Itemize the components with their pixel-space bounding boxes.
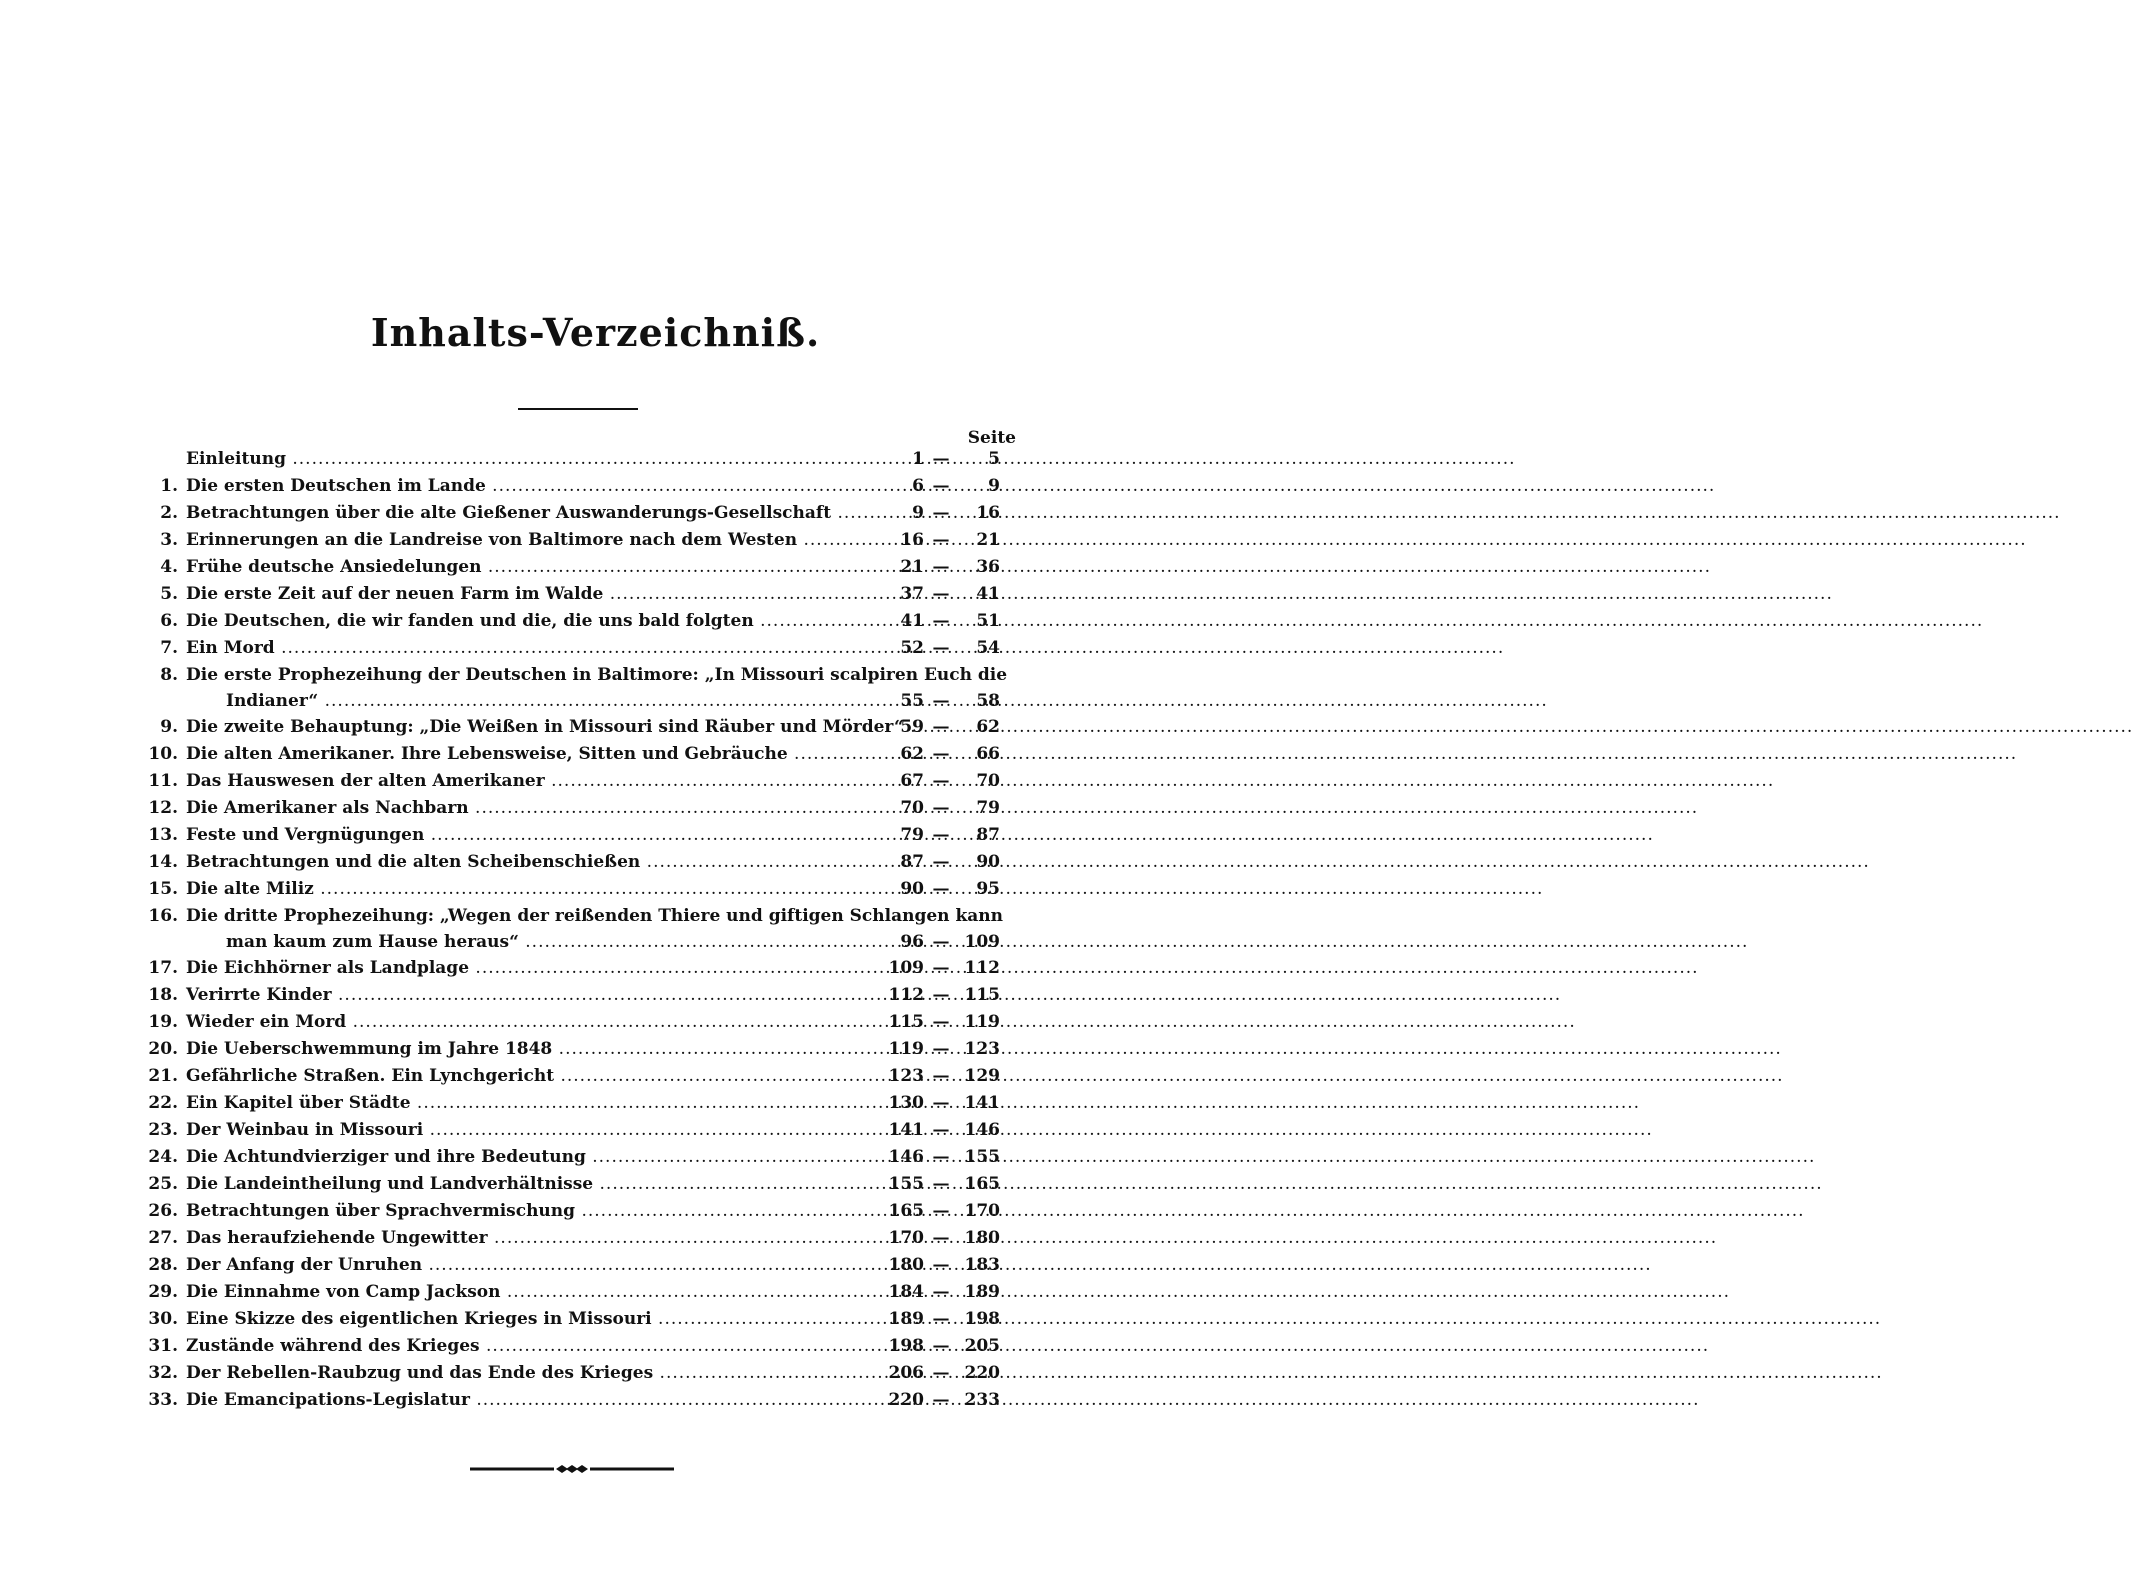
entry-page-range bbox=[880, 1063, 1000, 1090]
page-dash: — bbox=[932, 1255, 950, 1275]
page-from: 16 bbox=[900, 530, 924, 550]
page-dash: — bbox=[932, 1201, 950, 1221]
page-to: 170 bbox=[964, 1201, 1000, 1221]
page-to: 205 bbox=[964, 1336, 1000, 1356]
entry-page-range bbox=[880, 1171, 1000, 1198]
toc-entry bbox=[140, 608, 1020, 635]
page-to: 51 bbox=[976, 611, 1000, 631]
page-dash: — bbox=[932, 958, 950, 978]
page-to: 109 bbox=[964, 932, 1000, 952]
entry-number: 25. bbox=[148, 1174, 178, 1194]
page-from: 123 bbox=[888, 1066, 924, 1086]
page-from: 6 bbox=[912, 476, 924, 496]
page-dash: — bbox=[932, 1390, 950, 1410]
entry-page-range bbox=[880, 876, 1000, 903]
page-dash: — bbox=[932, 1012, 950, 1032]
entry-title: Die Eichhörner als Landplage ..... bbox=[186, 955, 890, 982]
entry-page-range bbox=[880, 500, 1000, 527]
entry-page-range bbox=[880, 982, 1000, 1009]
page-dash: — bbox=[932, 985, 950, 1005]
entry-page-range bbox=[880, 446, 1000, 473]
entry-title: Das heraufziehende Ungewitter ..... bbox=[186, 1225, 890, 1252]
entry-page-range bbox=[880, 795, 1000, 822]
toc-entry bbox=[140, 1387, 1020, 1414]
toc-entry bbox=[140, 1252, 1020, 1279]
page-from: 220 bbox=[888, 1390, 924, 1410]
entry-number: 14. bbox=[148, 852, 178, 872]
entry-title: Betrachtungen über Sprachvermischung ..... bbox=[186, 1198, 890, 1225]
entry-title: Die Deutschen, die wir fanden und die, die uns bald folgten ..... bbox=[186, 608, 890, 635]
toc-entry bbox=[140, 554, 1020, 581]
page-to: 155 bbox=[964, 1147, 1000, 1167]
page-dash: — bbox=[932, 825, 950, 845]
entry-page-range bbox=[880, 581, 1000, 608]
entry-title: Die erste Zeit auf der neuen Farm im Walde ..... bbox=[186, 581, 890, 608]
page-to: 95 bbox=[976, 879, 1000, 899]
entry-page-range bbox=[880, 689, 1000, 714]
page-dash: — bbox=[932, 1093, 950, 1113]
page-title: Inhalts-Verzeichniß. bbox=[370, 310, 821, 355]
page-to: 87 bbox=[976, 825, 1000, 845]
entry-page-range bbox=[880, 822, 1000, 849]
entry-number: 12. bbox=[148, 798, 178, 818]
entry-number: 30. bbox=[148, 1309, 178, 1329]
toc-entry bbox=[140, 714, 1020, 741]
entry-page-range bbox=[880, 955, 1000, 982]
entry-number: 17. bbox=[148, 958, 178, 978]
entry-number: 20. bbox=[148, 1039, 178, 1059]
page-from: 96 bbox=[900, 932, 924, 952]
toc-entry bbox=[140, 500, 1020, 527]
page-to: 79 bbox=[976, 798, 1000, 818]
entry-title: Verirrte Kinder ..... bbox=[186, 982, 890, 1009]
entry-title: Ein Mord ..... bbox=[186, 635, 890, 662]
page-dash: — bbox=[932, 557, 950, 577]
page-to: 165 bbox=[964, 1174, 1000, 1194]
entry-page-range bbox=[880, 527, 1000, 554]
toc-entry bbox=[140, 581, 1020, 608]
toc-entry bbox=[140, 795, 1020, 822]
entry-page-range bbox=[880, 1036, 1000, 1063]
entry-page-range bbox=[880, 1252, 1000, 1279]
end-ornament bbox=[470, 1462, 674, 1476]
entry-number: 26. bbox=[148, 1201, 178, 1221]
page-from: 37 bbox=[900, 584, 924, 604]
toc-entry bbox=[140, 1063, 1020, 1090]
entry-page-range bbox=[880, 1306, 1000, 1333]
entry-page-range bbox=[880, 1009, 1000, 1036]
entry-title: Die Ueberschwemmung im Jahre 1848 ..... bbox=[186, 1036, 890, 1063]
page-to: 198 bbox=[964, 1309, 1000, 1329]
page-dash: — bbox=[932, 879, 950, 899]
page-to: 54 bbox=[976, 638, 1000, 658]
entry-title: Der Weinbau in Missouri ..... bbox=[186, 1117, 890, 1144]
page-to: 21 bbox=[976, 530, 1000, 550]
page-dash: — bbox=[932, 1039, 950, 1059]
toc-entry bbox=[140, 1117, 1020, 1144]
page-dash: — bbox=[932, 691, 950, 711]
entry-title: Betrachtungen über die alte Gießener Auswanderungs-Gesellschaft ..... bbox=[186, 500, 890, 527]
toc-entry bbox=[140, 1144, 1020, 1171]
toc-entry bbox=[140, 1225, 1020, 1252]
page-from: 119 bbox=[888, 1039, 924, 1059]
entry-number: 19. bbox=[148, 1012, 178, 1032]
page-from: 180 bbox=[888, 1255, 924, 1275]
page-from: 87 bbox=[900, 852, 924, 872]
entry-page-range bbox=[880, 1225, 1000, 1252]
toc-entry bbox=[140, 1090, 1020, 1117]
toc-entry bbox=[140, 1333, 1020, 1360]
toc-entry bbox=[140, 822, 1020, 849]
entry-number: 8. bbox=[160, 665, 178, 685]
toc-entry bbox=[140, 446, 1020, 473]
page-from: 109 bbox=[888, 958, 924, 978]
entry-number: 16. bbox=[148, 906, 178, 926]
page-to: 180 bbox=[964, 1228, 1000, 1248]
page-from: 130 bbox=[888, 1093, 924, 1113]
page-from: 155 bbox=[888, 1174, 924, 1194]
toc-entry-continuation bbox=[140, 689, 1020, 714]
page-to: 16 bbox=[976, 503, 1000, 523]
entry-page-range bbox=[880, 741, 1000, 768]
page-dash: — bbox=[932, 1120, 950, 1140]
page-dash: — bbox=[932, 1228, 950, 1248]
page-dash: — bbox=[932, 932, 950, 952]
entry-number: 5. bbox=[160, 584, 178, 604]
page-dash: — bbox=[932, 744, 950, 764]
entry-page-range bbox=[880, 768, 1000, 795]
entry-page-range bbox=[880, 473, 1000, 500]
entry-page-range bbox=[880, 1279, 1000, 1306]
page-to: 183 bbox=[964, 1255, 1000, 1275]
page-dash: — bbox=[932, 611, 950, 631]
entry-title: Der Anfang der Unruhen ..... bbox=[186, 1252, 890, 1279]
page-to: 70 bbox=[976, 771, 1000, 791]
entry-title: Ein Kapitel über Städte ..... bbox=[186, 1090, 890, 1117]
entry-number: 22. bbox=[148, 1093, 178, 1113]
page-to: 41 bbox=[976, 584, 1000, 604]
entry-number: 23. bbox=[148, 1120, 178, 1140]
entry-title: Einleitung ..... bbox=[186, 446, 890, 473]
entry-title: Das Hauswesen der alten Amerikaner ..... bbox=[186, 768, 890, 795]
entry-title: Feste und Vergnügungen ..... bbox=[186, 822, 890, 849]
toc-entry bbox=[140, 768, 1020, 795]
page-dash: — bbox=[932, 476, 950, 496]
page-to: 112 bbox=[964, 958, 1000, 978]
page-from: 52 bbox=[900, 638, 924, 658]
toc-entry bbox=[140, 849, 1020, 876]
entry-page-range bbox=[880, 1144, 1000, 1171]
page-to: 66 bbox=[976, 744, 1000, 764]
entry-title-continuation: Indianer“ ..... bbox=[226, 689, 890, 714]
entry-number: 27. bbox=[148, 1228, 178, 1248]
toc-entry bbox=[140, 473, 1020, 500]
page-from: 189 bbox=[888, 1309, 924, 1329]
page-dash: — bbox=[932, 1147, 950, 1167]
entry-title: Frühe deutsche Ansiedelungen ..... bbox=[186, 554, 890, 581]
page-from: 198 bbox=[888, 1336, 924, 1356]
entry-number: 3. bbox=[160, 530, 178, 550]
page-from: 67 bbox=[900, 771, 924, 791]
page-to: 119 bbox=[964, 1012, 1000, 1032]
entry-title: Gefährliche Straßen. Ein Lynchgericht ..... bbox=[186, 1063, 890, 1090]
toc-entry bbox=[140, 955, 1020, 982]
entry-number: 32. bbox=[148, 1363, 178, 1383]
entry-title: Die Emancipations-Legislatur ..... bbox=[186, 1387, 890, 1414]
entry-title: Die Achtundvierziger und ihre Bedeutung ..... bbox=[186, 1144, 890, 1171]
page-dash: — bbox=[932, 717, 950, 737]
entry-number: 2. bbox=[160, 503, 178, 523]
entry-page-range bbox=[880, 1360, 1000, 1387]
page-dash: — bbox=[932, 530, 950, 550]
entry-number: 28. bbox=[148, 1255, 178, 1275]
entry-number: 10. bbox=[148, 744, 178, 764]
entry-page-range bbox=[880, 930, 1000, 955]
page-from: 21 bbox=[900, 557, 924, 577]
page-from: 206 bbox=[888, 1363, 924, 1383]
page-from: 62 bbox=[900, 744, 924, 764]
page-to: 62 bbox=[976, 717, 1000, 737]
toc-entry-continuation bbox=[140, 930, 1020, 955]
entry-number: 7. bbox=[160, 638, 178, 658]
toc-entry bbox=[140, 662, 1020, 689]
page-to: 141 bbox=[964, 1093, 1000, 1113]
entry-number: 29. bbox=[148, 1282, 178, 1302]
entry-title: Die Amerikaner als Nachbarn ..... bbox=[186, 795, 890, 822]
entry-number: 18. bbox=[148, 985, 178, 1005]
entry-number: 15. bbox=[148, 879, 178, 899]
entry-number: 31. bbox=[148, 1336, 178, 1356]
title-rule bbox=[518, 408, 638, 410]
entry-page-range bbox=[880, 1333, 1000, 1360]
toc-entry bbox=[140, 1198, 1020, 1225]
page-to: 233 bbox=[964, 1390, 1000, 1410]
entry-page-range bbox=[880, 1090, 1000, 1117]
page-from: 112 bbox=[888, 985, 924, 1005]
entry-page-range bbox=[880, 1198, 1000, 1225]
entry-title: Der Rebellen-Raubzug und das Ende des Krieges ..... bbox=[186, 1360, 890, 1387]
page-to: 189 bbox=[964, 1282, 1000, 1302]
page-to: 58 bbox=[976, 691, 1000, 711]
page-from: 41 bbox=[900, 611, 924, 631]
page-dash: — bbox=[932, 503, 950, 523]
toc-entries bbox=[140, 446, 1020, 1414]
page-to: 146 bbox=[964, 1120, 1000, 1140]
entry-page-range bbox=[880, 1387, 1000, 1414]
page-to: 9 bbox=[988, 476, 1000, 496]
page-dash: — bbox=[932, 1282, 950, 1302]
entry-number: 24. bbox=[148, 1147, 178, 1167]
entry-title: Erinnerungen an die Landreise von Baltimore nach dem Westen ..... bbox=[186, 527, 890, 554]
page-to: 123 bbox=[964, 1039, 1000, 1059]
entry-number: 6. bbox=[160, 611, 178, 631]
entry-title: Die dritte Prophezeihung: „Wegen der reißenden Thiere und giftigen Schlangen kann bbox=[186, 906, 1003, 926]
entry-page-range bbox=[880, 714, 1000, 741]
page-from: 90 bbox=[900, 879, 924, 899]
page-to: 115 bbox=[964, 985, 1000, 1005]
page-to: 129 bbox=[964, 1066, 1000, 1086]
page-from: 170 bbox=[888, 1228, 924, 1248]
entry-number: 33. bbox=[148, 1390, 178, 1410]
entry-title: Die zweite Behauptung: „Die Weißen in Missouri sind Räuber und Mörder“ ..... bbox=[186, 714, 890, 741]
page-to: 36 bbox=[976, 557, 1000, 577]
page-dash: — bbox=[932, 852, 950, 872]
page-dash: — bbox=[932, 1336, 950, 1356]
page-dash: — bbox=[932, 638, 950, 658]
entry-title: Eine Skizze des eigentlichen Krieges in Missouri ..... bbox=[186, 1306, 890, 1333]
toc-entry bbox=[140, 635, 1020, 662]
entry-title: Die Einnahme von Camp Jackson ..... bbox=[186, 1279, 890, 1306]
entry-title: Die ersten Deutschen im Lande ..... bbox=[186, 473, 890, 500]
entry-page-range bbox=[880, 635, 1000, 662]
page-from: 115 bbox=[888, 1012, 924, 1032]
toc-entry bbox=[140, 1279, 1020, 1306]
page-dash: — bbox=[932, 1066, 950, 1086]
page-to: 90 bbox=[976, 852, 1000, 872]
toc-entry bbox=[140, 1009, 1020, 1036]
page-from: 146 bbox=[888, 1147, 924, 1167]
page-from: 59 bbox=[900, 717, 924, 737]
toc-entry bbox=[140, 1306, 1020, 1333]
page-dash: — bbox=[932, 449, 950, 469]
page-column-header: Seite bbox=[967, 428, 1016, 448]
entry-page-range bbox=[880, 849, 1000, 876]
toc-entry bbox=[140, 1360, 1020, 1387]
toc-entry bbox=[140, 903, 1020, 930]
page-from: 70 bbox=[900, 798, 924, 818]
entry-page-range bbox=[880, 554, 1000, 581]
page-dash: — bbox=[932, 1363, 950, 1383]
entry-title: Wieder ein Mord ..... bbox=[186, 1009, 890, 1036]
page-dash: — bbox=[932, 771, 950, 791]
page-from: 55 bbox=[900, 691, 924, 711]
page-from: 9 bbox=[912, 503, 924, 523]
page-to: 220 bbox=[964, 1363, 1000, 1383]
entry-title: Zustände während des Krieges ..... bbox=[186, 1333, 890, 1360]
entry-number: 11. bbox=[148, 771, 178, 791]
entry-title: Betrachtungen und die alten Scheibenschießen ..... bbox=[186, 849, 890, 876]
entry-title: Die erste Prophezeihung der Deutschen in Baltimore: „In Missouri scalpiren Euch die bbox=[186, 665, 1008, 685]
entry-title: Die alten Amerikaner. Ihre Lebensweise, Sitten und Gebräuche ..... bbox=[186, 741, 890, 768]
toc-entry bbox=[140, 741, 1020, 768]
entry-page-range bbox=[880, 608, 1000, 635]
page-to: 5 bbox=[988, 449, 1000, 469]
page-from: 184 bbox=[888, 1282, 924, 1302]
toc-entry bbox=[140, 1171, 1020, 1198]
page-dash: — bbox=[932, 1174, 950, 1194]
entry-number: 4. bbox=[160, 557, 178, 577]
page-dash: — bbox=[932, 1309, 950, 1329]
page-from: 165 bbox=[888, 1201, 924, 1221]
toc-entry bbox=[140, 876, 1020, 903]
entry-page-range bbox=[880, 1117, 1000, 1144]
entry-title: Die Landeintheilung und Landverhältnisse ..... bbox=[186, 1171, 890, 1198]
entry-number: 9. bbox=[160, 717, 178, 737]
entry-number: 13. bbox=[148, 825, 178, 845]
page-from: 79 bbox=[900, 825, 924, 845]
entry-title-continuation: man kaum zum Hause heraus“ ..... bbox=[226, 930, 890, 955]
page-from: 141 bbox=[888, 1120, 924, 1140]
page-dash: — bbox=[932, 798, 950, 818]
entry-number: 1. bbox=[160, 476, 178, 496]
page-dash: — bbox=[932, 584, 950, 604]
entry-title: Die alte Miliz ..... bbox=[186, 876, 890, 903]
page-from: 1 bbox=[912, 449, 924, 469]
toc-entry bbox=[140, 527, 1020, 554]
toc-entry bbox=[140, 1036, 1020, 1063]
entry-number: 21. bbox=[148, 1066, 178, 1086]
toc-entry bbox=[140, 982, 1020, 1009]
